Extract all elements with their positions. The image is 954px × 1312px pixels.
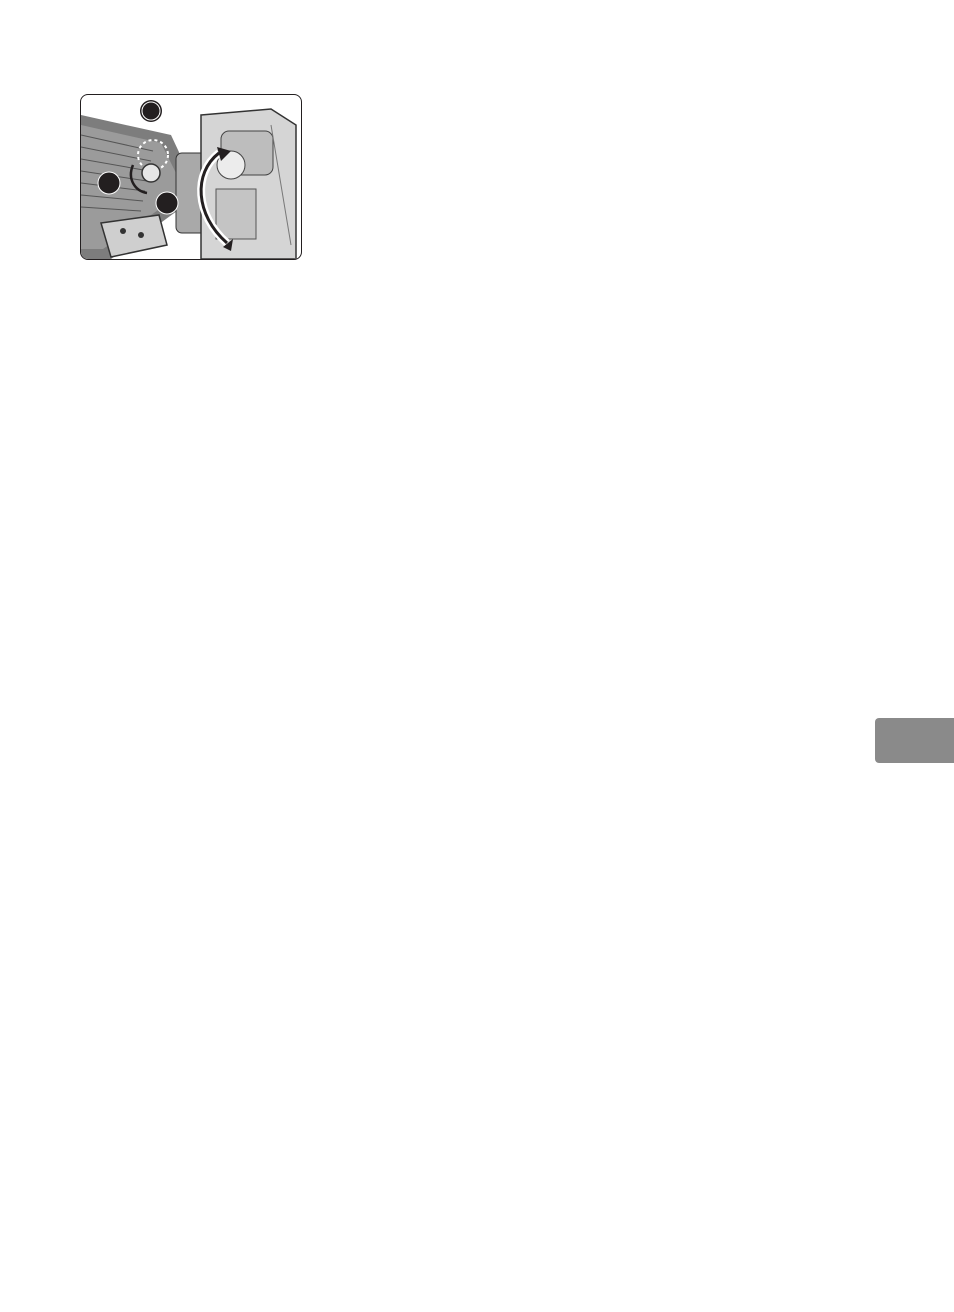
callout-1 xyxy=(156,192,178,214)
lens-rotation-illustration xyxy=(80,94,302,260)
subsection xyxy=(80,91,856,261)
page-content xyxy=(80,78,856,261)
callout-2 xyxy=(140,100,162,122)
language-tab xyxy=(875,718,954,763)
camera-lens-drawing xyxy=(81,95,301,259)
callout-3 xyxy=(98,172,120,194)
figure-block xyxy=(80,91,856,261)
